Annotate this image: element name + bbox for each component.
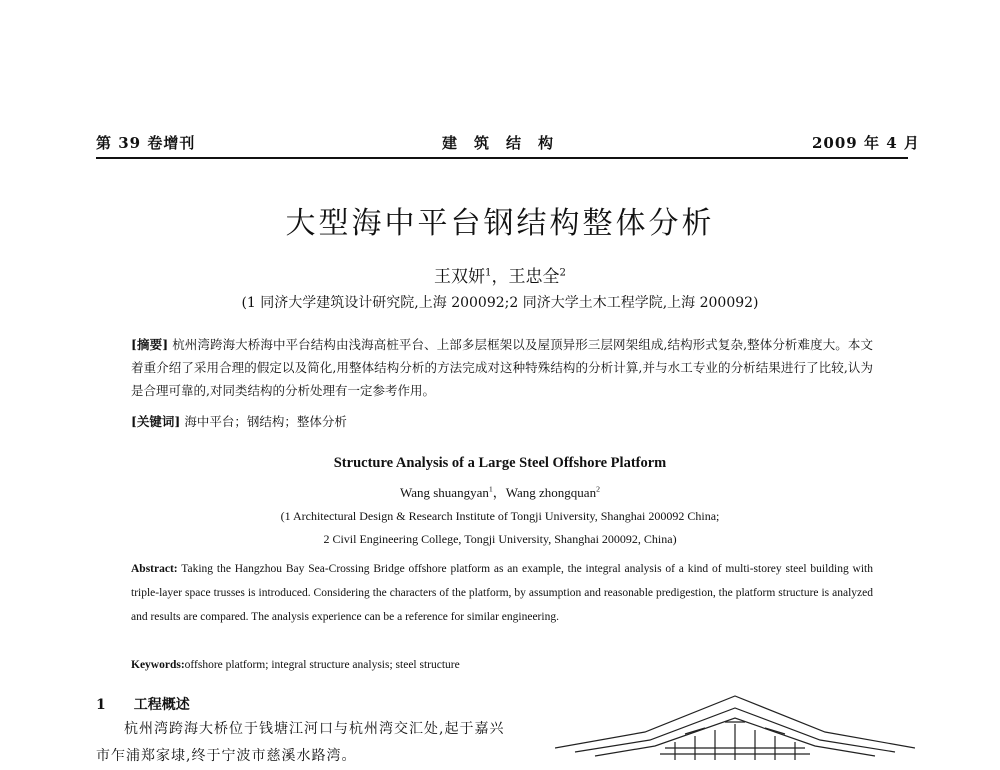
abstract-en [131, 557, 873, 629]
affiliation-cn: (1 同济大学建筑设计研究院,上海 200092;2 同济大学土木工程学院,上海 200092) [241, 295, 759, 311]
authors-cn [0, 262, 1000, 287]
keywords-cn-text: 海中平台；钢结构；整体分析 [184, 414, 347, 429]
abstract-cn-label: [摘要] [131, 337, 169, 352]
keywords-en-label: Keywords: [131, 659, 185, 671]
header-rule [96, 157, 908, 159]
authors-en [0, 482, 1000, 501]
platform-structure-figure [555, 690, 915, 760]
author-1-cn-affil: 1 [485, 267, 492, 279]
author-1-cn: 王双妍 [434, 267, 486, 287]
section-1-number: 1 [96, 697, 106, 713]
author-2-en-affil: 2 [596, 484, 600, 494]
author-2-en: Wang zhongquan [505, 485, 597, 500]
abstract-cn [131, 333, 873, 402]
author-1-en-affil: 1 [488, 484, 493, 494]
journal-volume: 第 39 卷增刊 [96, 134, 196, 152]
abstract-en-label: Abstract: [131, 563, 178, 575]
section-1-title: 工程概述 [133, 697, 190, 713]
keywords-en-text: offshore platform; integral structure analysis; steel structure [184, 659, 460, 671]
page-title: 大型海中平台钢结构整体分析 [285, 206, 715, 241]
author-1-en: Wang shuangyan [400, 485, 489, 500]
keywords-cn [131, 410, 873, 433]
keywords-cn-label: [关键词] [131, 414, 181, 429]
abstract-en-text: Taking the Hangzhou Bay Sea-Crossing Bridge offshore platform as an example, the integral analysis of a kind of multi-storey steel building with triple-layer space trusses is introduced. Considering the characters of the platform, by assumption and reasonable predigestion, the platform structure is analyzed and results are compared. The analysis experience can be a reference for similar engineering. [131, 563, 873, 623]
affiliation-en-line2: 2 Civil Engineering College, Tongji University, Shanghai 200092, China) [323, 532, 677, 546]
section-1-heading [96, 694, 190, 714]
journal-date: 2009 年 4 月 [812, 134, 920, 152]
author-separator-en: ， [492, 485, 506, 500]
journal-name: 建 筑 结 构 [442, 134, 555, 152]
abstract-cn-text: 杭州湾跨海大桥海中平台结构由浅海高桩平台、上部多层框架以及屋顶异形三层网架组成,结构形式复杂,整体分析难度大。本文着重介绍了采用合理的假定以及简化,用整体结构分析的方法完成对这种特殊结构的分析计算,并与水工专业的分析结果进行了比较,认为是合理可靠的,对同类结构的分析处理有一定参考作用。 [131, 337, 873, 398]
keywords-en [131, 659, 460, 671]
author-2-cn-affil: 2 [559, 267, 566, 279]
author-2-cn: 王忠全 [508, 267, 560, 287]
title-en: Structure Analysis of a Large Steel Offshore Platform [333, 455, 667, 471]
section-1-body: 杭州湾跨海大桥位于钱塘江河口与杭州湾交汇处,起于嘉兴市乍浦郑家埭,终于宁波市慈溪水路湾。 [96, 721, 505, 764]
author-separator-cn: ， [491, 267, 509, 287]
affiliation-en-line1: (1 Architectural Design & Research Institute of Tongji University, Shanghai 200092 China; [280, 509, 720, 523]
